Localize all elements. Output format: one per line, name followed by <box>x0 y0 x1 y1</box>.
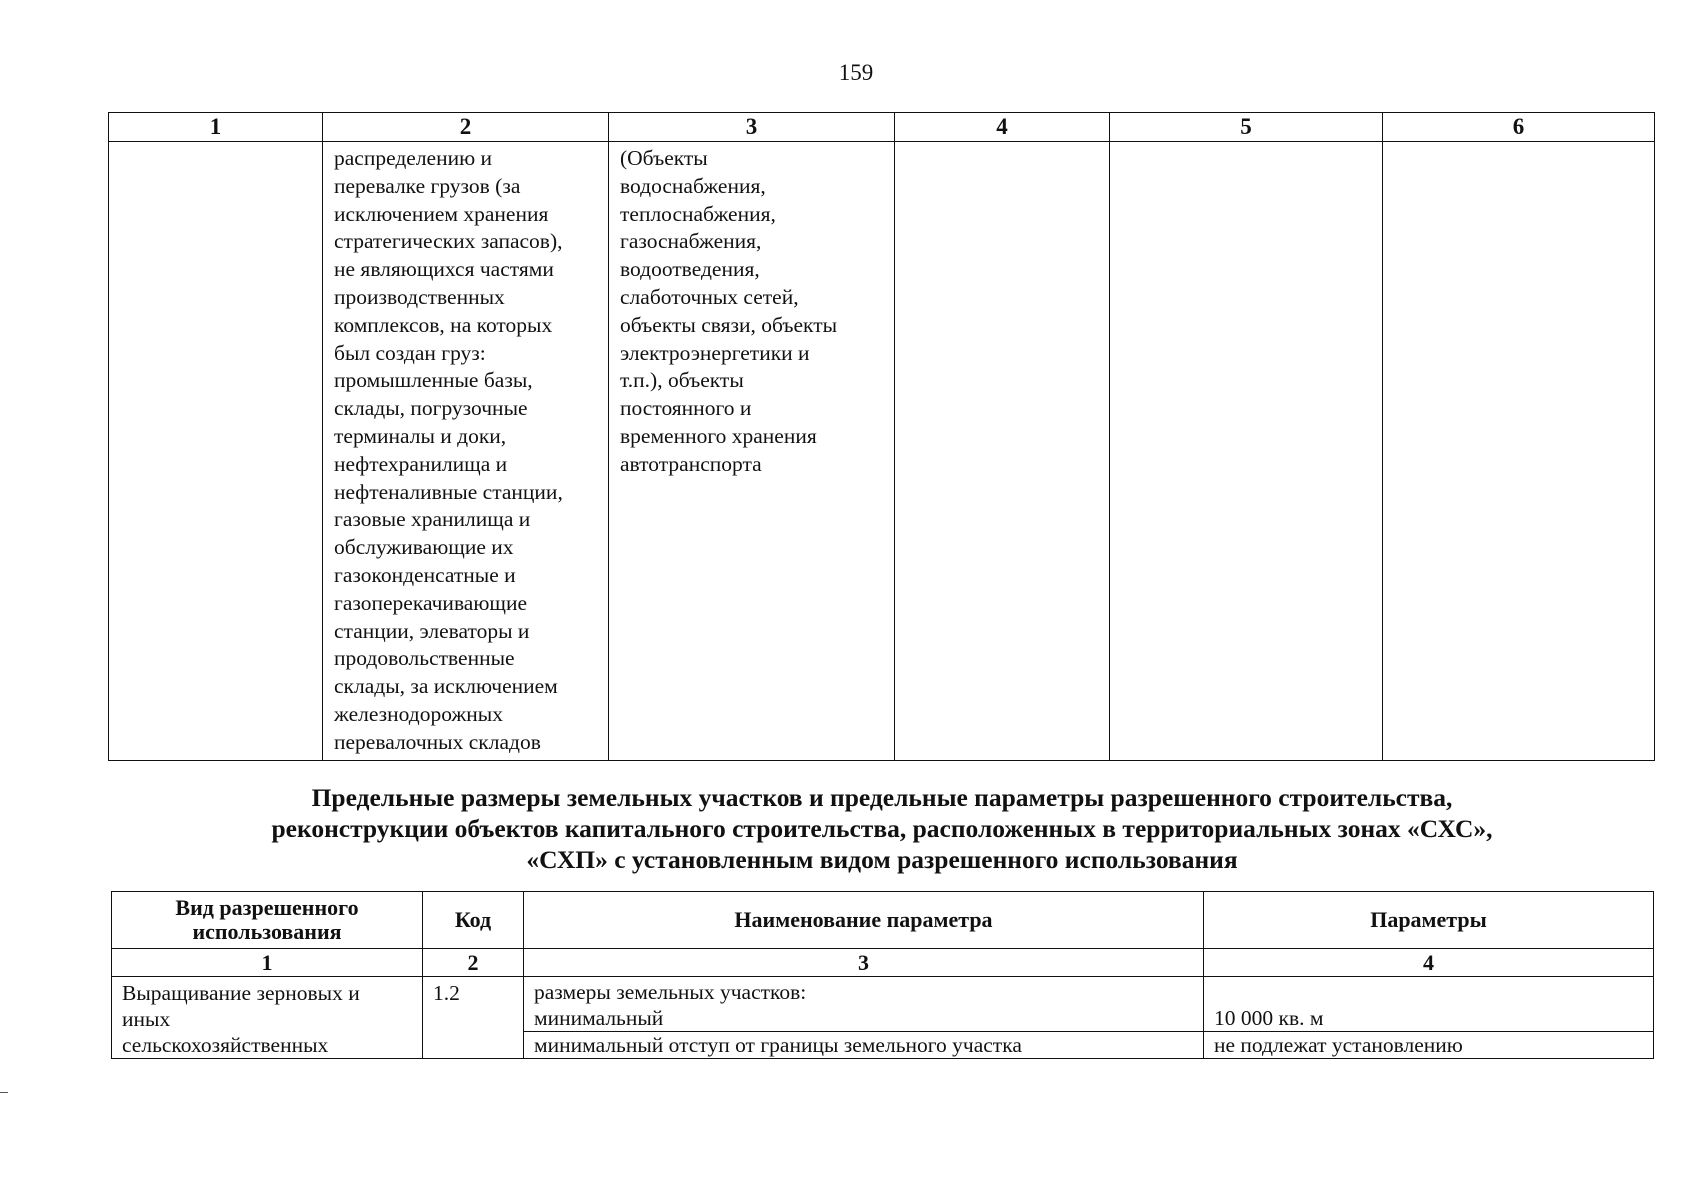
column-number-6: 6 <box>1383 113 1655 142</box>
header-params: Параметры <box>1204 892 1654 949</box>
cell-param-name <box>524 977 1204 1032</box>
text-line: электроэнергетики и <box>620 340 810 365</box>
text-line: был создан груз: <box>334 340 486 365</box>
section-title-line: реконструкции объектов капитального строительства, расположенных в территориальных зонах «СХС», <box>271 814 1493 843</box>
text-line: перевалке грузов (за <box>334 173 521 198</box>
parameters-table <box>111 891 1654 1059</box>
text-line: Выращивание зерновых и <box>122 981 360 1005</box>
cell-col5 <box>1110 142 1383 761</box>
text-line: производственных <box>334 284 505 309</box>
text-line: промышленные базы, <box>334 368 533 393</box>
text-line: перевалочных складов <box>334 729 541 754</box>
continuation-table <box>108 112 1655 761</box>
text-line: минимальный <box>534 1006 664 1030</box>
text-line: склады, погрузочные <box>334 396 528 421</box>
text-line: не являющихся частями <box>334 257 554 282</box>
text-line: склады, за исключением <box>334 674 558 699</box>
column-number-2: 2 <box>323 113 609 142</box>
text-line: нефтеналивные станции, <box>334 479 563 504</box>
text-line: железнодорожных <box>334 701 503 726</box>
text-line: распределению и <box>334 146 493 170</box>
column-number-1: 1 <box>109 113 323 142</box>
column-numbers-row <box>112 949 1654 977</box>
text-line: станции, элеваторы и <box>334 618 530 643</box>
text-line: газоперекачивающие <box>334 590 528 615</box>
cell-kind <box>112 977 423 1059</box>
header-code: Код <box>423 892 524 949</box>
cell-param-name: минимальный отступ от границы земельного участка <box>524 1032 1204 1059</box>
header-param-name: Наименование параметра <box>524 892 1204 949</box>
text-line: объекты связи, объекты <box>620 312 838 337</box>
header-row <box>109 113 1655 142</box>
text-line: продовольственные <box>334 646 515 671</box>
text-line: размеры земельных участков: <box>534 980 807 1004</box>
text-line: водоотведения, <box>620 257 760 282</box>
text-line: терминалы и доки, <box>334 423 507 448</box>
table-row <box>112 977 1654 1032</box>
section-title-line: «СХП» с установленным видом разрешенного использования <box>526 845 1238 874</box>
cell-col2 <box>323 142 609 761</box>
text-line: автотранспорта <box>620 451 762 476</box>
column-number-1: 1 <box>112 949 423 977</box>
text-line: т.п.), объекты <box>620 368 744 393</box>
cell-param-value: не подлежат установлению <box>1204 1032 1654 1059</box>
cell-code: 1.2 <box>423 977 524 1059</box>
header-row <box>112 892 1654 949</box>
column-number-4: 4 <box>895 113 1110 142</box>
cell-col3 <box>609 142 895 761</box>
column-number-3: 3 <box>609 113 895 142</box>
text-line: временного хранения <box>620 423 817 448</box>
text-line: исключением хранения <box>334 201 549 226</box>
column-number-5: 5 <box>1110 113 1383 142</box>
cell-col6 <box>1383 142 1655 761</box>
cell-col1 <box>109 142 323 761</box>
page-number: 159 <box>838 60 874 85</box>
column-number-4: 4 <box>1204 949 1654 977</box>
cell-col4 <box>895 142 1110 761</box>
table-row <box>109 142 1655 761</box>
text-line: теплоснабжения, <box>620 201 776 226</box>
text-line: слаботочных сетей, <box>620 284 799 309</box>
text-line: газовые хранилища и <box>334 507 531 532</box>
text-line: сельскохозяйственных <box>122 1033 329 1057</box>
column-number-2: 2 <box>423 949 524 977</box>
text-line: газоконденсатные и <box>334 562 516 587</box>
section-title-line: Предельные размеры земельных участков и предельные параметры разрешенного строительства, <box>311 783 1453 812</box>
text-line: постоянного и <box>620 396 752 421</box>
text-line: водоснабжения, <box>620 173 766 198</box>
text-line: обслуживающие их <box>334 535 514 560</box>
text-line: комплексов, на которых <box>334 312 553 337</box>
text-line: иных <box>122 1007 171 1031</box>
cell-param-value: 10 000 кв. м <box>1204 977 1654 1032</box>
header-kind: Вид разрешенного использования <box>112 892 423 949</box>
section-title <box>112 782 1652 875</box>
text-line: (Объекты <box>620 146 708 170</box>
text-line: нефтехранилища и <box>334 451 508 476</box>
text-line: стратегических запасов), <box>334 229 563 254</box>
text-line: газоснабжения, <box>620 229 762 254</box>
margin-mark <box>0 1092 8 1093</box>
column-number-3: 3 <box>524 949 1204 977</box>
